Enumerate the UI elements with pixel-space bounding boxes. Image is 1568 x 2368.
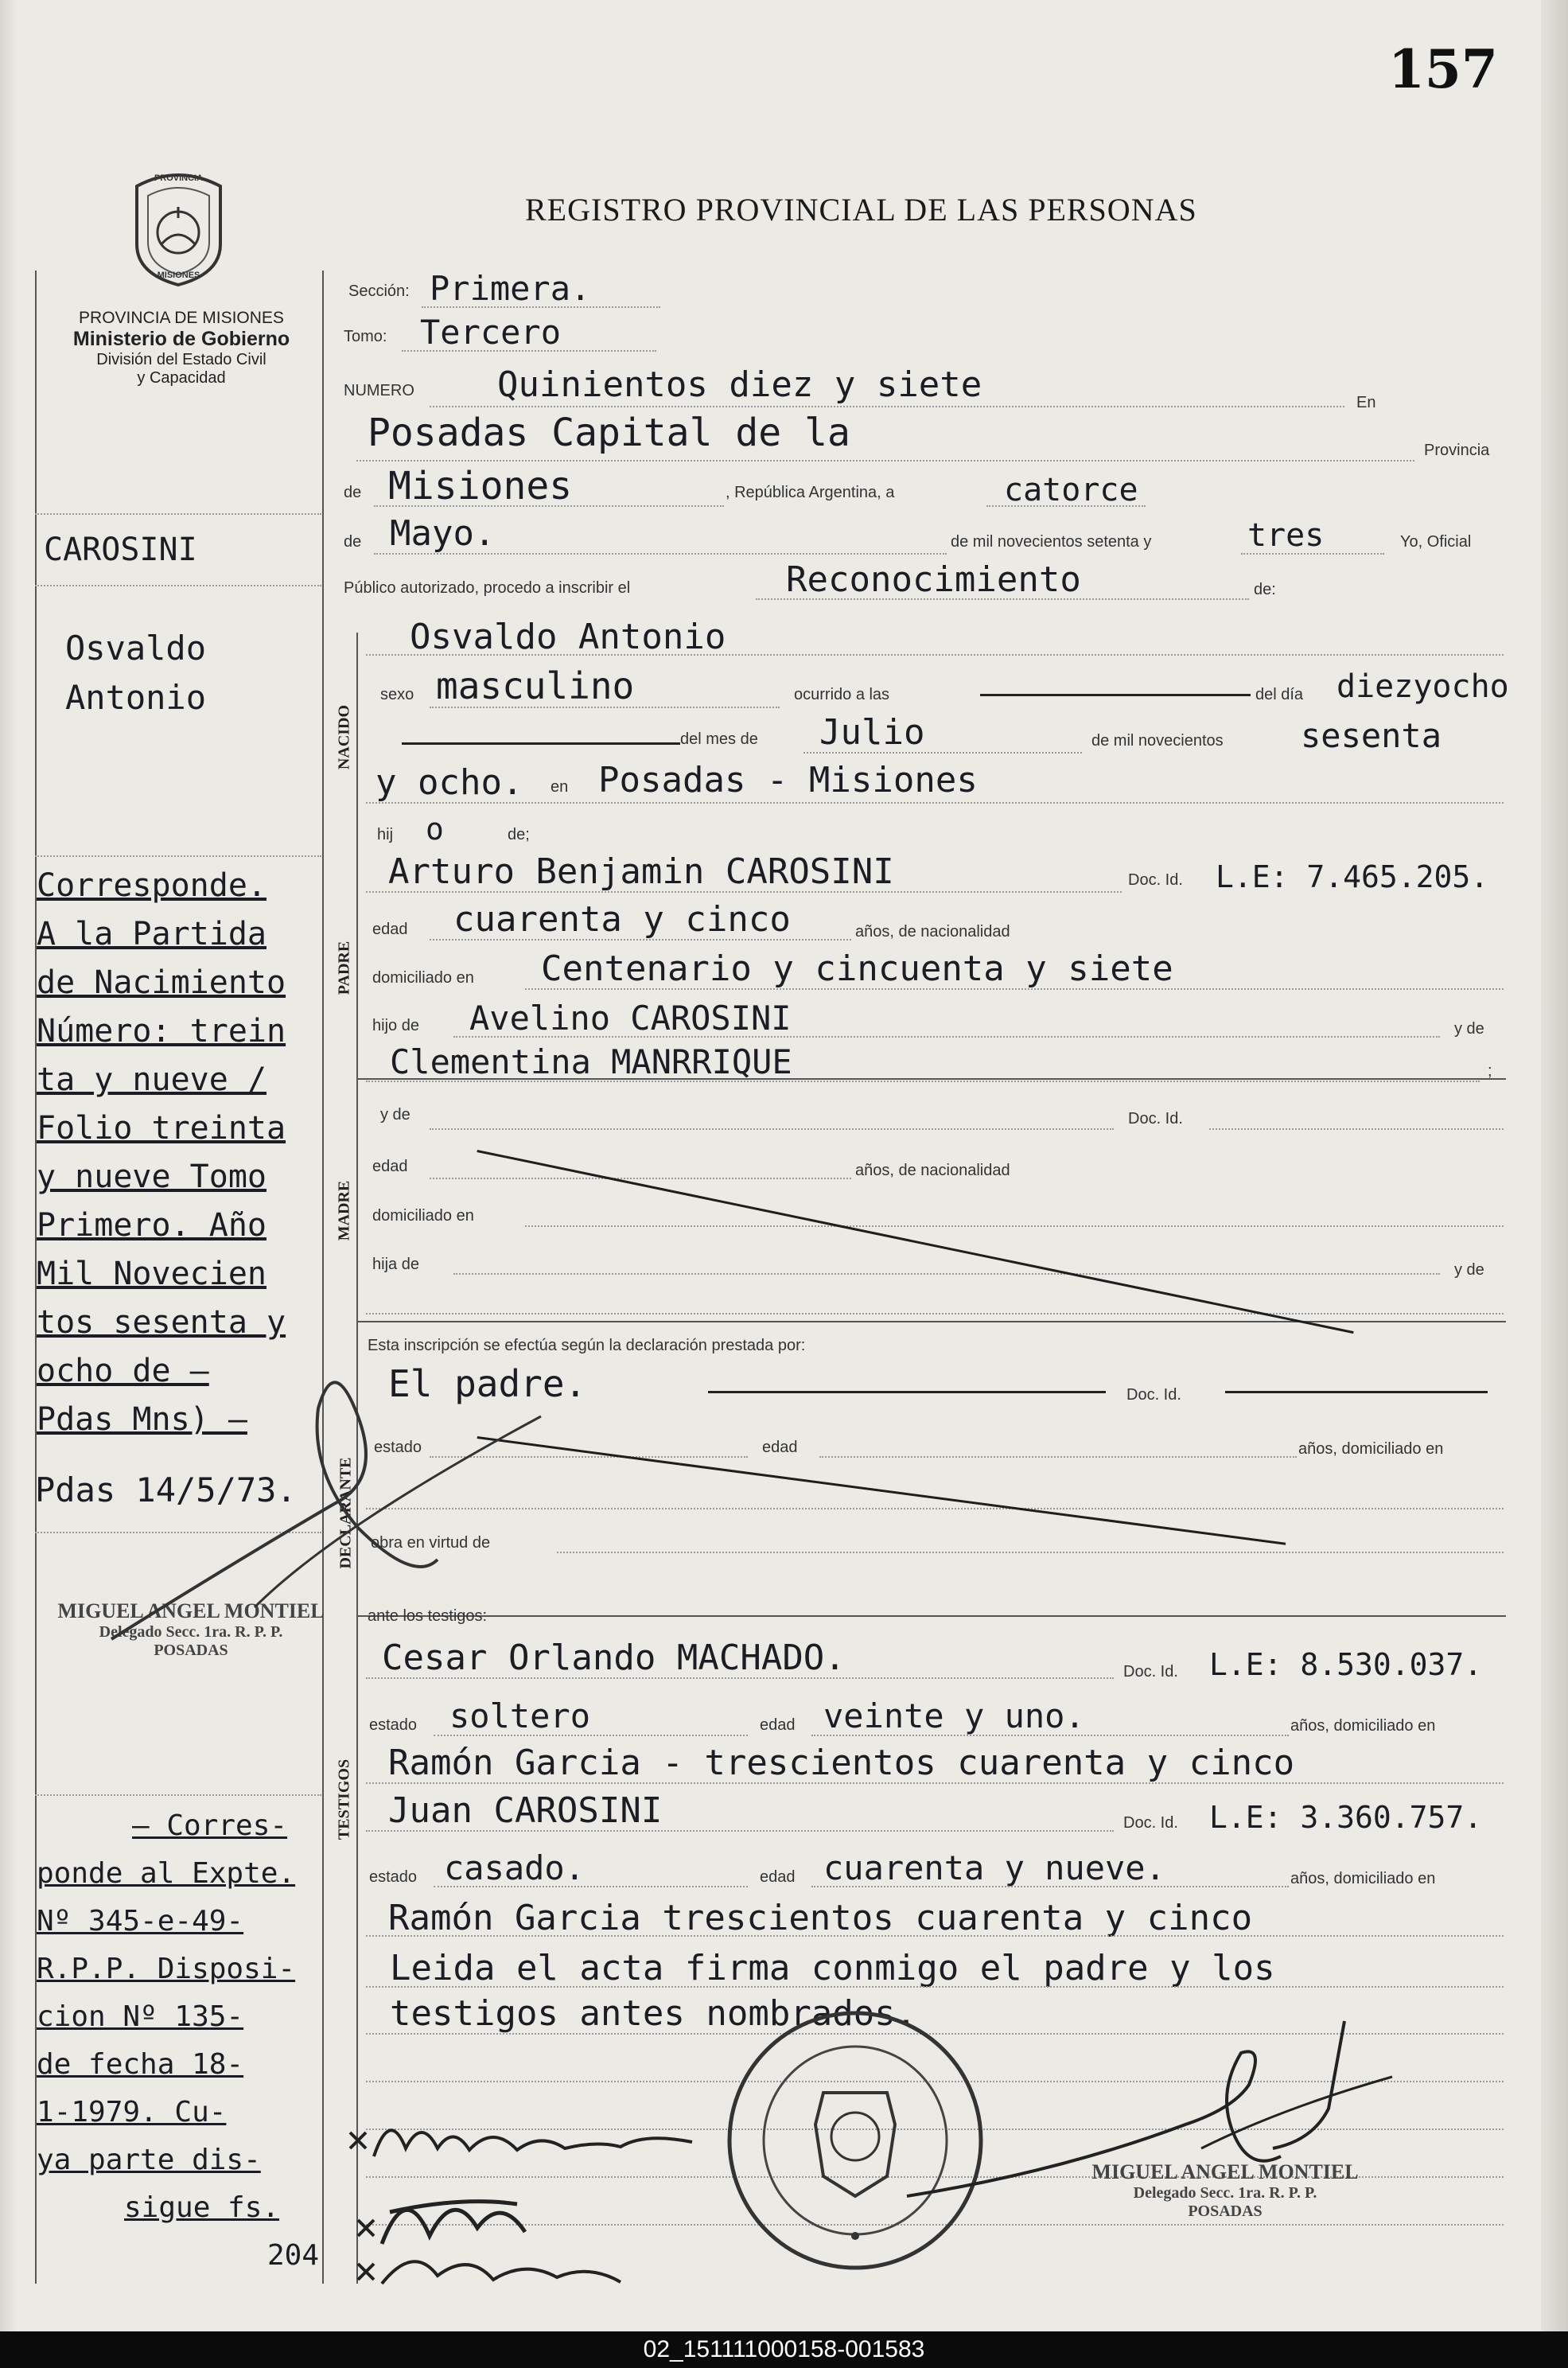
label-en-lugar: en xyxy=(551,778,569,796)
margin-note-line: Folio treinta xyxy=(37,1110,286,1147)
label-del-mes: del mes de xyxy=(680,730,758,748)
label-testigo2-anos: años, domiciliado en xyxy=(1290,1870,1436,1887)
label-hijo-de: hijo de xyxy=(372,1017,419,1034)
field-lugar-nac: Posadas - Misiones xyxy=(598,760,978,800)
field-hij-suffix: o xyxy=(426,812,444,847)
field-testigo1-edad: veinte y uno. xyxy=(823,1696,1085,1735)
closing-line-1: Leida el acta firma conmigo el padre y los xyxy=(390,1948,1275,1988)
field-acto: Reconocimiento xyxy=(786,559,1081,600)
margin-place-date: Pdas 14/5/73. xyxy=(35,1470,297,1509)
label-testigo1-estado: estado xyxy=(369,1716,418,1734)
stamp-line: MIGUEL ANGEL MONTIEL xyxy=(1091,2160,1359,2183)
label-republica: , República Argentina, a xyxy=(726,484,895,501)
field-numero: Quinientos diez y siete xyxy=(497,364,982,405)
issuer-line: y Capacidad xyxy=(137,369,226,387)
margin-note-line: — Corres- xyxy=(132,1809,288,1842)
field-testigo1-doc: L.E: 8.530.037. xyxy=(1209,1647,1483,1682)
label-madre-doc: Doc. Id. xyxy=(1128,1110,1183,1128)
section-madre: MADRE xyxy=(335,1180,353,1241)
image-code-caption: 02_151111000158-001583 xyxy=(0,2331,1568,2368)
label-tomo: Tomo: xyxy=(344,328,387,345)
issuer-block xyxy=(38,309,325,388)
field-dia-nac: diezyocho xyxy=(1336,668,1509,705)
label-madre-domicilio: domiciliado en xyxy=(372,1207,474,1225)
margin-note-line: Corresponde. xyxy=(37,867,267,904)
document-title: REGISTRO PROVINCIAL DE LAS PERSONAS xyxy=(525,192,1197,228)
margin-note-line: ta y nueve / xyxy=(37,1061,267,1098)
label-de-mil-nov: de mil novecientos xyxy=(1091,732,1224,750)
field-seccion: Primera. xyxy=(430,269,591,308)
margin-note-line: Mil Novecien xyxy=(37,1256,267,1292)
field-declarante: El padre. xyxy=(388,1362,587,1405)
label-ocurrido: ocurrido a las xyxy=(794,686,890,703)
label-madre-y-de2: y de xyxy=(1454,1261,1484,1279)
issuer-line: PROVINCIA DE MISIONES xyxy=(79,309,284,327)
margin-note-line: de Nacimiento xyxy=(37,964,286,1001)
margin-note-line: sigue fs. xyxy=(124,2191,280,2224)
field-anio-nac-a: sesenta xyxy=(1301,716,1442,755)
field-testigo2-doc: L.E: 3.360.757. xyxy=(1209,1800,1483,1835)
stamp-line: POSADAS xyxy=(154,1642,228,1659)
field-nacido-nombre: Osvaldo Antonio xyxy=(410,617,726,657)
field-mes: Mayo. xyxy=(390,513,496,554)
margin-note-line: ocho de — xyxy=(37,1353,209,1389)
field-testigo2-estado: casado. xyxy=(444,1848,586,1887)
section-padre: PADRE xyxy=(335,941,353,995)
label-padre-anos: años, de nacionalidad xyxy=(855,923,1010,941)
label-hij: hij xyxy=(377,826,394,843)
field-dia: catorce xyxy=(1004,472,1138,508)
label-numero: NUMERO xyxy=(344,382,414,399)
section-declarante: DECLARANTE xyxy=(337,1457,355,1569)
margin-note-line: Número: trein xyxy=(37,1013,286,1050)
field-testigo2-domicilio: Ramón Garcia trescientos cuarenta y cinco xyxy=(388,1898,1253,1938)
label-testigo2-edad: edad xyxy=(760,1868,796,1886)
margin-note-line: y nueve Tomo xyxy=(37,1159,267,1195)
emblem-bottom-text: MISIONES xyxy=(157,271,200,280)
margin-note-line: cion Nº 135- xyxy=(37,2000,244,2033)
label-en: En xyxy=(1356,394,1376,411)
label-declarante-estado: estado xyxy=(374,1439,422,1456)
label-publico: Público autorizado, procedo a inscribir el xyxy=(344,579,631,597)
margin-note-line: Nº 345-e-49- xyxy=(37,1905,244,1938)
field-padre-madre: Clementina MANRRIQUE xyxy=(390,1042,792,1081)
field-testigo1: Cesar Orlando MACHADO. xyxy=(382,1638,846,1678)
issuer-line: Ministerio de Gobierno xyxy=(72,328,290,350)
margin-note-line: de fecha 18- xyxy=(37,2048,244,2081)
margin-surname: CAROSINI xyxy=(44,532,197,568)
margin-note-line: ya parte dis- xyxy=(37,2144,261,2176)
section-nacido: NACIDO xyxy=(335,704,353,770)
margin-note-line: 204 xyxy=(267,2239,320,2272)
label-inscripcion: Esta inscripción se efectúa según la declaración prestada por: xyxy=(368,1337,806,1354)
field-tomo: Tercero xyxy=(420,313,562,352)
label-madre-anos: años, de nacionalidad xyxy=(855,1162,1010,1179)
field-sexo: masculino xyxy=(436,664,635,707)
issuer-line: División del Estado Civil xyxy=(96,351,267,368)
label-obra: obra en virtud de xyxy=(371,1534,491,1552)
field-anio: tres xyxy=(1247,517,1325,554)
margin-note-line: A la Partida xyxy=(37,916,267,952)
label-provincia: Provincia xyxy=(1424,442,1490,459)
delegate-stamp-right xyxy=(1058,2160,1392,2221)
margin-note-line: 1-1979. Cu- xyxy=(37,2096,227,2128)
label-declarante-anos: años, domiciliado en xyxy=(1298,1440,1444,1458)
label-y-de: y de xyxy=(1454,1020,1484,1038)
label-declarante-edad: edad xyxy=(762,1439,798,1456)
emblem-top-text: PROVINCIA xyxy=(154,173,204,183)
label-testigo1-anos: años, domiciliado en xyxy=(1290,1717,1436,1735)
label-testigo2-doc: Doc. Id. xyxy=(1123,1814,1178,1832)
field-testigo1-estado: soltero xyxy=(449,1696,591,1735)
margin-given-1: Osvaldo xyxy=(65,629,207,668)
label-hija-de: hija de xyxy=(372,1256,419,1273)
declarante-strike-line xyxy=(477,1436,1286,1545)
margin-note-2 xyxy=(37,1802,323,2280)
field-anio-nac-b: y ocho. xyxy=(375,762,523,803)
margin-note-line: tos sesenta y xyxy=(37,1304,286,1341)
margin-note-line: ponde al Expte. xyxy=(37,1857,296,1890)
label-semicolon: ; xyxy=(1488,1062,1492,1080)
field-padre-edad: cuarenta y cinco xyxy=(453,899,791,940)
field-testigo2: Juan CAROSINI xyxy=(388,1790,663,1831)
margin-note-line: Pdas Mns) — xyxy=(37,1401,247,1438)
label-testigos: ante los testigos: xyxy=(368,1607,488,1625)
label-padre-doc: Doc. Id. xyxy=(1128,871,1183,889)
signature-margin-delegate xyxy=(95,1321,573,1659)
label-testigo1-edad: edad xyxy=(760,1716,796,1734)
label-testigo2-estado: estado xyxy=(369,1868,418,1886)
label-madre-edad: edad xyxy=(372,1158,408,1175)
field-testigo2-edad: cuarenta y nueve. xyxy=(823,1848,1165,1887)
closing-line-2: testigos antes nombrados. xyxy=(390,1993,917,2034)
label-de-mil: de mil novecientos setenta y xyxy=(951,533,1152,551)
field-provincia: Misiones xyxy=(388,464,573,508)
field-padre-domicilio: Centenario y cincuenta y siete xyxy=(541,948,1173,989)
label-yo-oficial: Yo, Oficial xyxy=(1400,533,1472,551)
margin-note-line: R.P.P. Disposi- xyxy=(37,1953,296,1985)
stamp-line: Delegado Secc. 1ra. R. P. P. xyxy=(99,1623,283,1641)
label-madre-y-de: y de xyxy=(380,1106,410,1124)
signature-marks-left xyxy=(342,2101,788,2296)
label-sexo: sexo xyxy=(380,686,414,703)
label-de-semicolon: de; xyxy=(508,826,530,843)
label-de-colon: de: xyxy=(1254,581,1276,598)
label-padre-edad: edad xyxy=(372,921,408,938)
label-testigo1-doc: Doc. Id. xyxy=(1123,1663,1178,1681)
margin-given-2: Antonio xyxy=(65,678,207,717)
stamp-line: POSADAS xyxy=(1188,2202,1263,2220)
label-del-dia: del día xyxy=(1255,686,1304,703)
page-number: 157 xyxy=(1388,38,1498,100)
field-mes-nac: Julio xyxy=(819,712,925,753)
label-de-provincia: de xyxy=(344,484,362,501)
field-padre-doc: L.E: 7.465.205. xyxy=(1216,859,1489,894)
label-seccion: Sección: xyxy=(348,282,410,300)
field-lugar: Posadas Capital de la xyxy=(368,411,850,455)
stamp-line: Delegado Secc. 1ra. R. P. P. xyxy=(1133,2184,1317,2202)
stamp-line: MIGUEL ANGEL MONTIEL xyxy=(57,1599,325,1622)
label-declarante-doc: Doc. Id. xyxy=(1126,1386,1181,1404)
section-testigos: TESTIGOS xyxy=(335,1758,353,1840)
label-de-mes: de xyxy=(344,533,362,551)
field-padre-padre: Avelino CAROSINI xyxy=(469,999,792,1038)
label-padre-domicilio: domiciliado en xyxy=(372,969,474,987)
field-testigo1-domicilio: Ramón Garcia - trescientos cuarenta y cinco xyxy=(388,1743,1295,1783)
field-padre-nombre: Arturo Benjamin CAROSINI xyxy=(388,851,894,892)
margin-note-line: Primero. Año xyxy=(37,1207,267,1244)
